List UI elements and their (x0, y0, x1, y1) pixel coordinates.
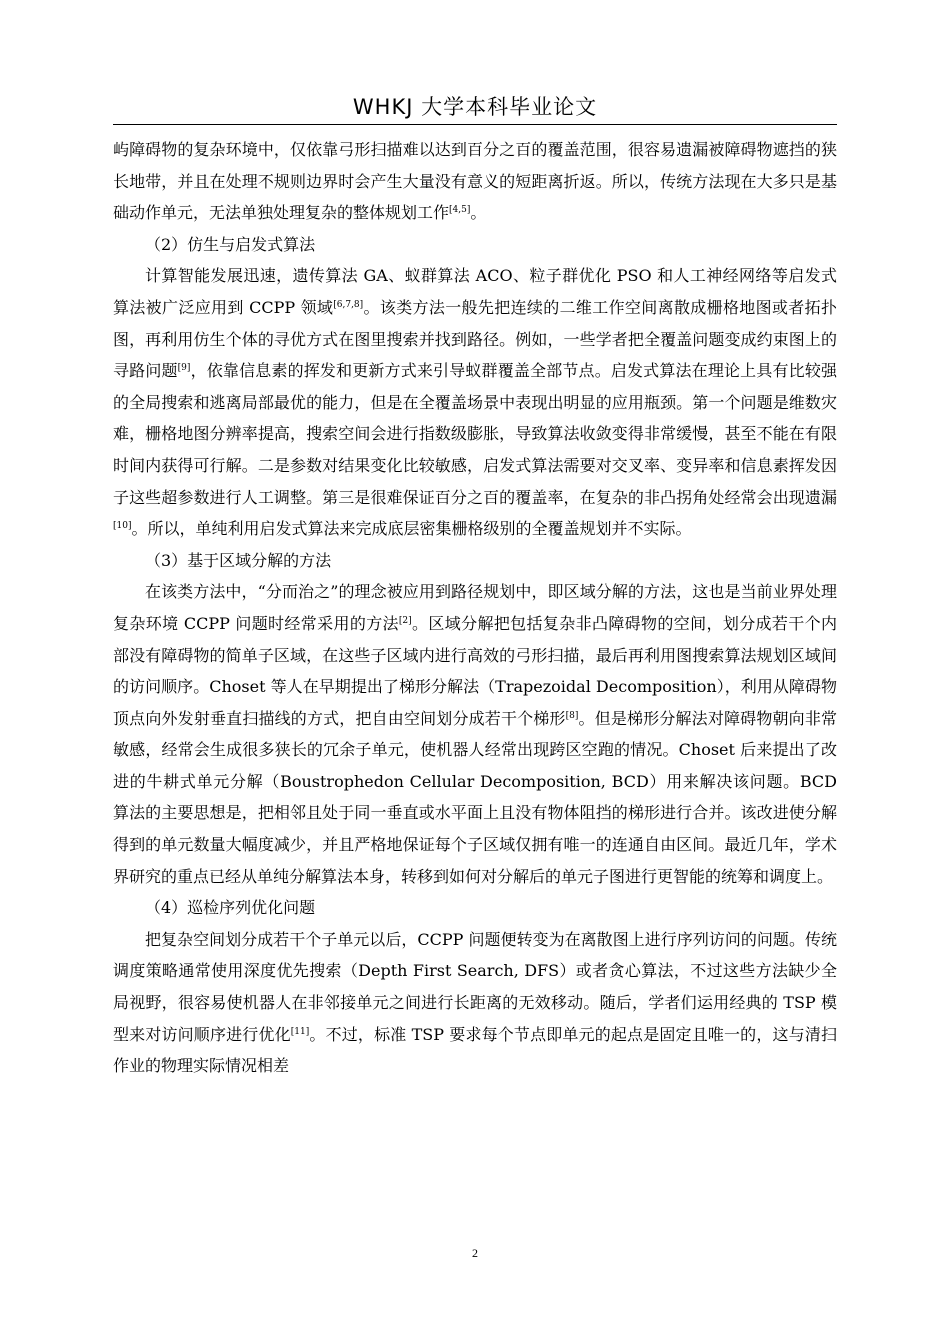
page-header-title: WHKJ 大学本科毕业论文 (352, 95, 598, 119)
section-heading-4: （4）巡检序列优化问题 (145, 898, 316, 918)
document-body (113, 134, 837, 1082)
citation: [4,5] (449, 205, 471, 216)
paragraph-sequence (113, 924, 837, 1082)
paragraph-text: ，依靠信息素的挥发和更新方式来引导蚁群覆盖全部节点。启发式算法在理论上具有比较强的全局搜索和逃离局部最优的能力，但是在全覆盖场景中表现出明显的应用瓶颈。第一个问题是维数灾难，栅格地图分辨率提高，搜索空间会进行指数级膨胀，导致算法收敛变得非常缓慢，甚至不能在有限时间内获得可行解。二是参数对结果变化比较敏感，启发式算法需要对交叉率、变异率和信息素挥发因子这些超参数进行人工调整。第三是很难保证百分之百的覆盖率，在复杂的非凸拐角处经常会出现遗漏 (113, 361, 837, 507)
paragraph-text: 屿障碍物的复杂环境中，仅依靠弓形扫描难以达到百分之百的覆盖范围，很容易遗漏被障碍物遮挡的狭长地带，并且在处理不规则边界时会产生大量没有意义的短距离折返。所以，传统方法现在大多只是基础动作单元，无法单独处理复杂的整体规划工作 (113, 140, 837, 223)
paragraph-text: 。不过，标准 TSP 要求每个节点即单元的起点是固定且唯一的，这与清扫作业的物理实际情况相差 (113, 1024, 837, 1076)
paragraph-continuation (113, 134, 837, 229)
paragraph-text: 。该类方法一般先把连续的二维工作空间离散成栅格地图或者拓扑图，再利用仿生个体的寻优方式在图里搜索并找到路径。例如，一些学者把全覆盖问题变成约束图上的寻路问题 (113, 297, 837, 381)
section-heading-3: （3）基于区域分解的方法 (145, 550, 332, 570)
citation: [2] (398, 615, 412, 626)
page-number: 2 (472, 1246, 478, 1260)
paragraph-text: 。区域分解把包括复杂非凸障碍物的空间，划分成若干个内部没有障碍物的简单子区域，在这些子区域内进行高效的弓形扫描，最后再利用图搜索算法规划区域间的访问顺序。Choset 等人在早期提出了梯形分解法（Trapezoidal Decomposition），利用从障碍物顶点向外发射垂直扫描线的方式，把自由空间划分成若干个梯形 (113, 613, 837, 728)
paragraph-text: 。所以，单纯利用启发式算法来完成底层密集栅格级别的全覆盖规划并不实际。 (131, 519, 692, 539)
paragraph-text: 。 (470, 203, 487, 223)
citation: [6,7,8] (333, 299, 364, 310)
paragraph-text: 计算智能发展迅速，遗传算法 GA、蚁群算法 ACO、粒子群优化 PSO 和人工神经网络等启发式算法被广泛应用到 CCPP 领域 (113, 266, 837, 317)
header-divider (113, 124, 837, 125)
citation: [10] (113, 521, 132, 532)
paragraph-text: 把复杂空间划分成若干个子单元以后，CCPP 问题便转变为在离散图上进行序列访问的问题。传统调度策略通常使用深度优先搜索（Depth First Search, DFS）或者贪心算法，不过这些方法缺少全局视野，很容易使机器人在非邻接单元之间进行长距离的无效移动。随后，学者们运用经典的 TSP 模型来对访问顺序进行优化 (113, 929, 837, 1044)
citation: [11] (290, 1026, 310, 1037)
paragraph-heuristic (113, 260, 837, 544)
paragraph-text: 在该类方法中，“分而治之”的理念被应用到路径规划中，即区域分解的方法，这也是当前业界处理复杂环境 CCPP 问题时经常采用的方法 (113, 582, 837, 633)
paragraph-text: 。但是梯形分解法对障碍物朝向非常敏感，经常会生成很多狭长的冗余子单元，使机器人经常出现跨区空跑的情况。Choset 后来提出了改进的牛耕式单元分解（Boustrophedon Cellular Decomposition, BCD）用来解决该问题。BCD 算法的主要思想是，把相邻且处于同一垂直或水平面上且没有物体阻挡的梯形进行合并。该改进使分解得到的单元数量大幅度减少，并且严格地保证每个子区域仅拥有唯一的连通自由区间。最近几年，学术界研究的重点已经从单纯分解算法本身，转移到如何对分解后的单元子图进行更智能的统筹和调度上。 (113, 708, 837, 886)
section-heading-2: （2）仿生与启发式算法 (145, 234, 316, 254)
citation: [8] (565, 710, 579, 721)
paragraph-decomposition (113, 576, 837, 892)
citation: [9] (177, 363, 191, 374)
